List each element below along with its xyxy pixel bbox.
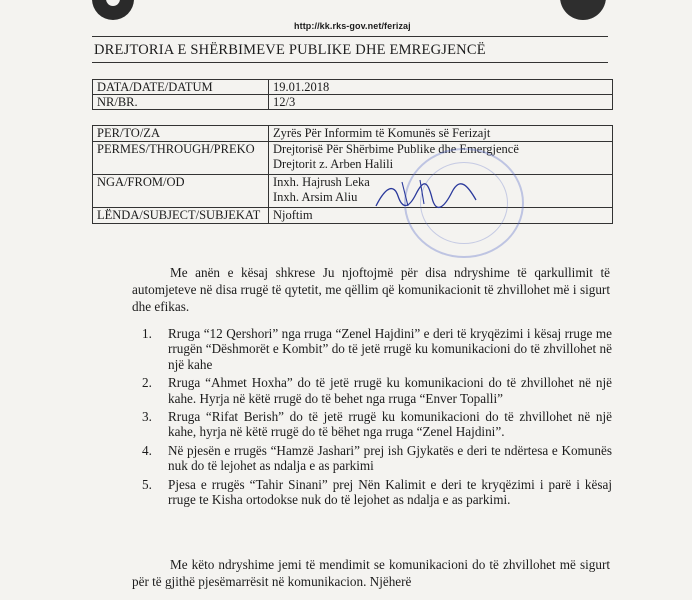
through-line-2: Drejtorit z. Arben Halili bbox=[273, 157, 394, 171]
list-item bbox=[142, 375, 612, 406]
municipality-logo bbox=[560, 0, 606, 20]
list-number: 4. bbox=[142, 442, 152, 458]
to-row bbox=[93, 126, 613, 142]
list-text: Rruga “Ahmet Hoxha” do të jetë rrugë ku komunikacioni do të zhvillohet në një kahe. Hyrja në këtë rrugë do të behet nga rruga “Enver Topalli” bbox=[168, 375, 612, 406]
date-number-table bbox=[92, 79, 613, 110]
handwritten-signature bbox=[372, 176, 482, 216]
list-text: Pjesa e rrugës “Tahir Sinani” prej Nën Kalimit e deri te kryqëzimi i parë i kësaj rruge te Kisha ortodokse nuk do të lejohet as ndalja e as parkimi. bbox=[168, 476, 612, 508]
through-label: PERMES/THROUGH/PREKO bbox=[93, 142, 269, 175]
list-number: 3. bbox=[142, 409, 152, 425]
website-url: http://kk.rks-gov.net/ferizaj bbox=[294, 21, 411, 31]
to-value bbox=[269, 126, 613, 142]
through-line-1: Drejtorisë Për Shërbime Publike dhe Emergjencë bbox=[273, 142, 519, 156]
number-value: 12/3 bbox=[269, 95, 613, 110]
to-label: PER/TO/ZA bbox=[93, 126, 269, 142]
from-line-2: Inxh. Arsim Aliu bbox=[273, 190, 358, 204]
from-label: NGA/FROM/OD bbox=[93, 175, 269, 208]
closing-text: Me këto ndryshime jemi të mendimit se komunikacioni do të zhvillohet më sigurt për të gjithë pjesëmarrësit në komunikacion. Njëherë bbox=[132, 557, 610, 590]
list-item bbox=[142, 409, 612, 440]
list-number: 1. bbox=[142, 326, 152, 341]
header-divider-bottom bbox=[92, 62, 608, 63]
subject-label: LËNDA/SUBJECT/SUBJEKAT bbox=[93, 208, 269, 224]
list-text: Rruga “Rifat Berish” do të jetë rrugë ku komunikacioni do të zhvillohet në një kahe, hyrja në këtë rrugë do të bëhet nga rruga “Zenel Hajdini”. bbox=[168, 409, 612, 440]
number-row bbox=[93, 95, 613, 110]
changes-list bbox=[142, 326, 612, 510]
department-title: DREJTORIA E SHËRBIMEVE PUBLIKE DHE EMREGJENCË bbox=[94, 42, 486, 58]
list-text: Në pjesën e rrugës “Hamzë Jashari” prej ish Gjykatës e deri te ndërtesa e Komunës nuk do të lejohet as ndalja e as parkimi bbox=[168, 442, 612, 474]
date-row bbox=[93, 80, 613, 95]
closing-paragraph bbox=[132, 556, 610, 590]
date-value: 19.01.2018 bbox=[269, 80, 613, 95]
through-row bbox=[93, 142, 613, 175]
coat-of-arms-logo bbox=[92, 0, 134, 20]
addressing-table bbox=[92, 125, 613, 224]
list-item bbox=[142, 476, 612, 508]
number-label: NR/BR. bbox=[93, 95, 269, 110]
intro-text: Me anën e kësaj shkrese Ju njoftojmë për disa ndryshime të qarkullimit të automjeteve në disa rrugë të qytetit, me qëllim që komunikacionit të zhvillohet më i sigurt dhe efikas. bbox=[132, 265, 610, 315]
from-line-1: Inxh. Hajrush Leka bbox=[273, 175, 370, 189]
subject-value: Njoftim bbox=[269, 208, 613, 224]
to-line-1: Zyrës Për Informim të Komunës së Ferizajt bbox=[273, 126, 491, 140]
list-number: 2. bbox=[142, 375, 152, 391]
list-text: Rruga “12 Qershori” nga rruga “Zenel Hajdini” e deri të kryqëzimi i kësaj rruge me rrugën “Dëshmorët e Kombit” do të jetë rrugë ku komunikacioni do të zhvillohet në një kahe bbox=[168, 326, 612, 372]
list-item bbox=[142, 326, 612, 372]
list-item bbox=[142, 442, 612, 474]
header-divider-top bbox=[92, 36, 608, 37]
date-label: DATA/DATE/DATUM bbox=[93, 80, 269, 95]
subject-row bbox=[93, 208, 613, 224]
from-row bbox=[93, 175, 613, 208]
list-number: 5. bbox=[142, 476, 152, 492]
intro-paragraph bbox=[132, 264, 610, 316]
